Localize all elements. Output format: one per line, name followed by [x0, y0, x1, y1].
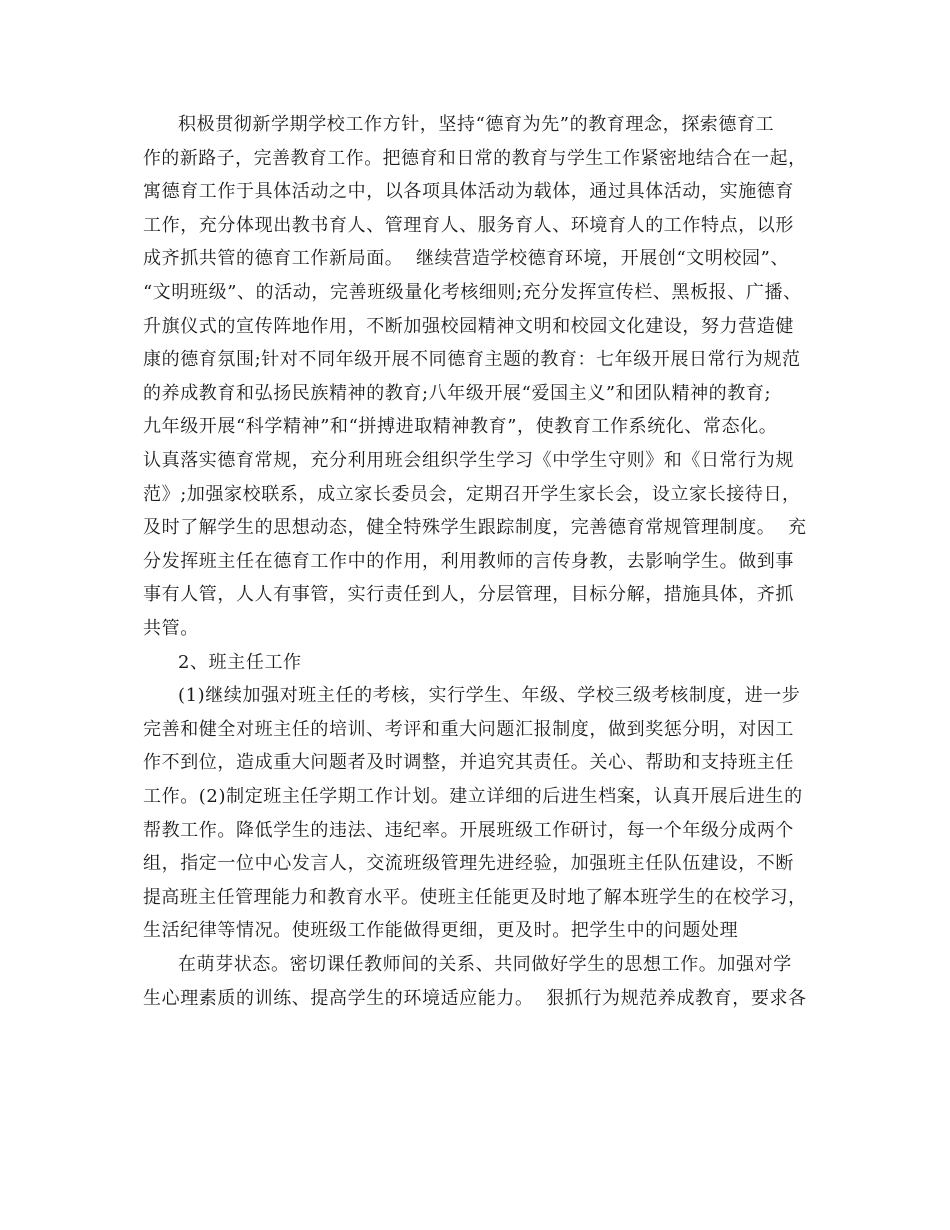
text-line: 工作。(2)制定班主任学期工作计划。建立详细的后进生档案，认真开展后进生的	[143, 786, 803, 807]
text-line: 帮教工作。降低学生的违法、违纪率。开展班级工作研讨，每一个年级分成两个	[143, 820, 794, 841]
text-line: 组，指定一位中心发言人，交流班级管理先进经验，加强班主任队伍建设，不断	[143, 853, 794, 874]
text-line: 升旗仪式的宣传阵地作用，不断加强校园精神文明和校园文化建设，努力营造健	[143, 316, 794, 337]
text-line: 共管。	[143, 618, 199, 639]
text-line: 在萌芽状态。密切课任教师间的关系、共同做好学生的思想工作。加强对学	[178, 954, 792, 975]
text-line: 工作，充分体现出教书育人、管理育人、服务育人、环境育人的工作特点，以形	[143, 215, 794, 236]
text-line: 康的德育氛围;针对不同年级开展不同德育主题的教育：七年级开展日常行为规范	[143, 349, 801, 370]
text-line: 积极贯彻新学期学校工作方针，坚持“德育为先”的教育理念，探索德育工	[178, 114, 775, 135]
section-heading: 2、班主任工作	[178, 652, 302, 673]
text-line: 生活纪律等情况。使班级工作能做得更细，更及时。把学生中的问题处理	[143, 920, 739, 941]
text-line: 分发挥班主任在德育工作中的作用，利用教师的言传身教，去影响学生。做到事	[143, 551, 794, 572]
text-line: 范》;加强家校联系，成立家长委员会，定期召开学生家长会，设立家长接待日，	[143, 484, 801, 505]
text-line: 及时了解学生的思想动态，健全特殊学生跟踪制度，完善德育常规管理制度。 充	[143, 517, 807, 538]
text-line: 作不到位，造成重大问题者及时调整，并追究其责任。关心、帮助和支持班主任	[143, 752, 794, 773]
text-line: 成齐抓共管的德育工作新局面。 继续营造学校德育环境，开展创“文明校园”、	[143, 248, 790, 269]
text-line: 提高班主任管理能力和教育水平。使班主任能更及时地了解本班学生的在校学习，	[143, 887, 807, 908]
text-line: 生心理素质的训练、提高学生的环境适应能力。 狠抓行为规范养成教育，要求各	[143, 988, 807, 1009]
text-line: 作的新路子，完善教育工作。把德育和日常的教育与学生工作紧密地结合在一起，	[143, 148, 807, 169]
text-line: “文明班级”、的活动，完善班级量化考核细则;充分发挥宣传栏、黑板报、广播、	[143, 282, 802, 303]
text-line: 完善和健全对班主任的培训、考评和重大问题汇报制度，做到奖惩分明，对因工	[143, 719, 794, 740]
text-line: 的养成教育和弘扬民族精神的教育;八年级开展“爱国主义”和团队精神的教育;	[143, 383, 772, 404]
text-line: 事有人管，人人有事管，实行责任到人，分层管理，目标分解，措施具体，齐抓	[143, 584, 794, 605]
text-line: 认真落实德育常规，充分利用班会组织学生学习《中学生守则》和《日常行为规	[143, 450, 794, 471]
text-line: 九年级开展“科学精神”和“拼搏进取精神教育”，使教育工作系统化、常态化。	[143, 416, 778, 437]
text-line: (1)继续加强对班主任的考核，实行学生、年级、学校三级考核制度，进一步	[178, 685, 801, 706]
text-line: 寓德育工作于具体活动之中，以各项具体活动为载体，通过具体活动，实施德育	[143, 181, 794, 202]
